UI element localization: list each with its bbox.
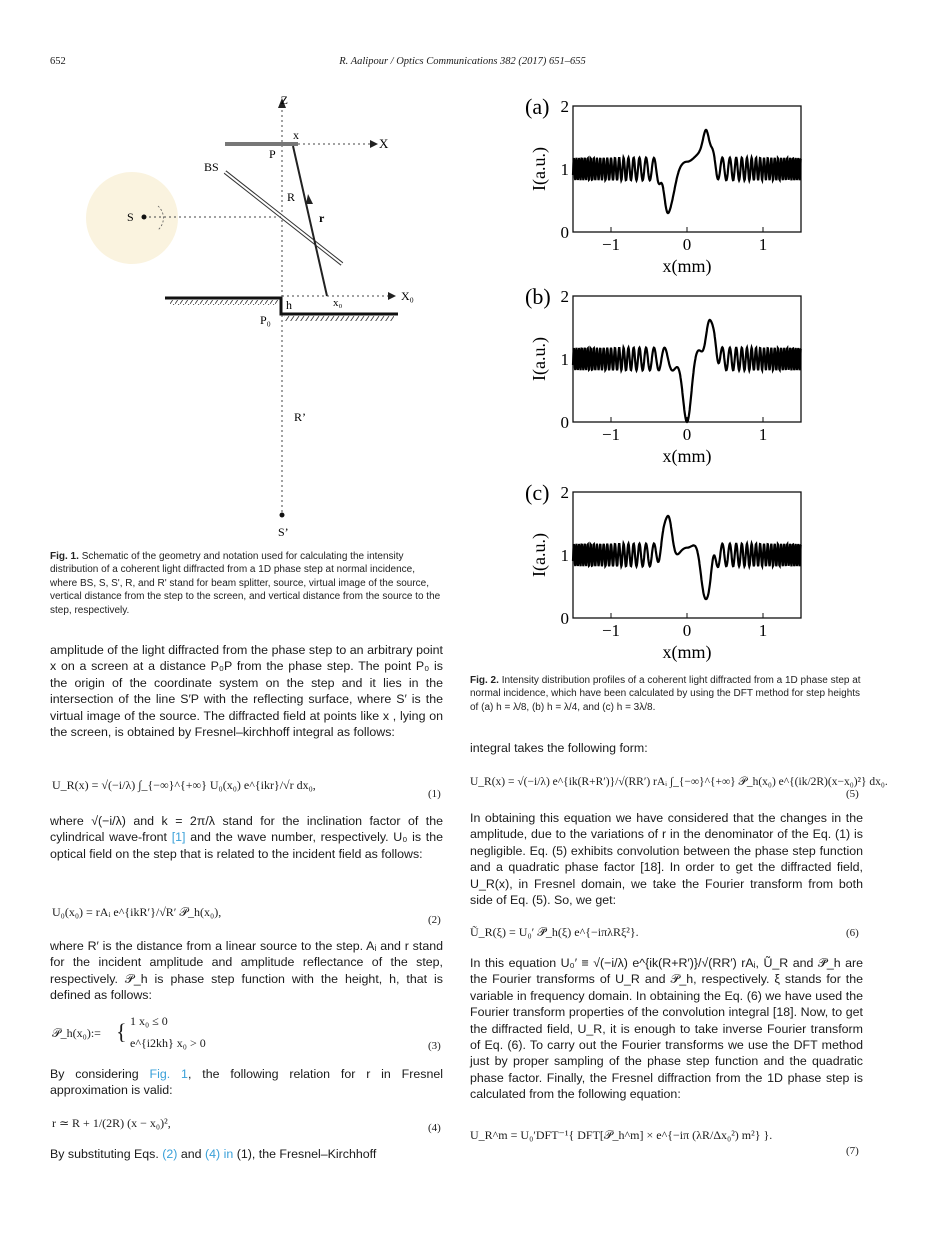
fig2-caption (470, 674, 863, 714)
y-axis-label: I(a.u.) (529, 337, 549, 381)
y-tick-label: 1 (560, 546, 569, 565)
ref-1-link[interactable]: [1] (171, 830, 186, 845)
equation-6: Ũ_R(ξ) = U₀′ 𝒫̃_h(ξ) e^{−iπλRξ²}. (470, 925, 639, 939)
x-axis-label: x(mm) (662, 642, 712, 662)
left-para-4 (50, 1066, 443, 1099)
left-para-1: amplitude of the light diffracted from the phase step to an arbitrary point x on a screen at a distance P₀P from the phase step. The point P₀ is the origin of the coordinate system on the step and it lies in the intersection of the line S′P with the reflecting surface, where S′ is the virtual image of the source. The diffracted field at points like x , lying on the screen, is obtained by Fresnel–kirchhoff integral as follows: (50, 643, 443, 740)
label-bs: BS (204, 160, 219, 174)
label-r-vec: r (319, 211, 325, 225)
label-s-prime: S’ (278, 525, 289, 539)
right-para-2: In obtaining this equation we have considered that the changes in the amplitude, due to the variations of r in the denominator of the Eq. (1) is negligible. Eq. (5) exhibits convolution between the phase step function and a quadratic phase factor [18]. In order to get the diffracted field, U_R(x), in Fresnel domain, we take the Fourier transform from both side of Eq. (5). So, we get: (470, 811, 863, 908)
x-tick-label: 0 (682, 235, 692, 254)
equation-5-number: (5) (846, 788, 859, 800)
y-tick-label: 2 (560, 483, 569, 502)
intensity-series-line (573, 320, 801, 422)
equation-7: U_R^m = U₀′DFT⁻¹{ DFT[𝒫_h^m] × e^{−iπ (λR/Δx₀²) m²} }. (470, 1128, 773, 1142)
x-tick-label: −1 (601, 621, 621, 640)
panel-label: (b) (525, 284, 551, 309)
y-tick-label: 2 (560, 97, 569, 116)
fig1-caption (50, 550, 443, 617)
equation-3-brace: { (116, 1019, 127, 1044)
right-para-3: In this equation U₀′ ≡ √(−i/λ) e^{ik(R+R′)}/√(RR′) rAᵢ, Ũ_R and 𝒫̃_h are the Fourier transforms of U_R and 𝒫_h, respectively. ξ stands for the variable in frequency domain. In obtaining the Eq. (6) we have used the Fourier transform properties of the convolution integral [18]. Now, to get the diffracted field, U_R, it is enough to take inverse Fourier transform of Eq. (6). To carry out the Fourier transforms we use the DFT method just by proper sampling of the phase step function and the quadratic phase factor. Finally, the Fresnel diffraction from the 1D phase step is calculated from the following equation: (470, 956, 863, 1102)
label-x-point: x (293, 128, 299, 142)
equation-2-number: (2) (428, 914, 441, 926)
intensity-series-line (573, 130, 801, 213)
left-para-2 (50, 813, 443, 862)
fig2-caption-text: Intensity distribution profiles of a coherent light diffracted from a 1D phase step at normal incidence, which have been calculated by using the DFT method for step heights of (a) h = λ/8, (b) h = λ/4, and (c) h = 3λ/8. (470, 675, 861, 713)
left-para-5b: and (180, 1147, 202, 1161)
figure-1-diagram (70, 88, 440, 548)
page-number: 652 (50, 56, 66, 67)
equation-4-number: (4) (428, 1122, 441, 1134)
equation-1: U_R(x) = √(−i/λ) ∫_{−∞}^{+∞} U₀(x₀) e^{ikr}/√r dx₀, (52, 778, 316, 792)
y-tick-label: 2 (560, 287, 569, 306)
eq-2-link[interactable]: (2) (162, 1147, 178, 1161)
y-tick-label: 0 (560, 609, 569, 628)
label-x-axis: X (379, 136, 389, 151)
left-para-5a: By substituting Eqs. (50, 1147, 159, 1161)
label-s: S (127, 210, 134, 224)
equation-2: U₀(x₀) = rAᵢ e^{ikR′}/√R′ 𝒫_h(x₀), (52, 905, 222, 919)
equation-4: r ≃ R + 1/(2R) (x − x₀)², (52, 1116, 171, 1130)
left-para-2a: where √(−i/λ) and k = 2π/λ stand for the inclination factor of the cylindrical wave-front (50, 814, 443, 845)
chart-panel-a (520, 88, 815, 280)
x-axis-label: x(mm) (662, 446, 712, 466)
label-z: Z (280, 93, 288, 107)
label-r-prime: R’ (294, 410, 306, 424)
source-point (142, 215, 147, 220)
equation-1-number: (1) (428, 788, 441, 800)
panel-label: (c) (525, 480, 550, 505)
equation-6-number: (6) (846, 927, 859, 939)
y-tick-label: 1 (560, 350, 569, 369)
x-axis-label: x(mm) (662, 256, 712, 276)
right-para-1: integral takes the following form: (470, 741, 648, 755)
left-para-2b: and the wave number, respectively. U₀ is the optical field on the step that is related to the incident field as follows: (50, 830, 443, 861)
x-tick-label: −1 (601, 235, 621, 254)
intensity-series-line (573, 516, 801, 599)
r-arrowhead (306, 194, 313, 204)
label-x0-point: x₀ (333, 297, 343, 309)
fig-1-link[interactable]: Fig. 1 (149, 1067, 188, 1081)
x0-arrow (388, 292, 396, 300)
fig2-caption-label: Fig. 2. (470, 675, 499, 686)
left-para-3: where R′ is the distance from a linear source to the step. Aᵢ and r stand for the incident amplitude and amplitude reflectance of the step, respectively. 𝒫_h is phase step function with the height, h, that is defined as follows: (50, 939, 443, 1003)
panel-label: (a) (525, 94, 550, 119)
x-arrow (370, 140, 378, 148)
x-tick-label: 0 (682, 425, 692, 444)
left-para-5c: (1), the Fresnel–Kirchhoff (236, 1147, 377, 1161)
eq-4-link[interactable]: (4) in (205, 1147, 234, 1161)
image-source-point (280, 513, 285, 518)
label-h: h (286, 298, 292, 312)
label-p: P (269, 147, 276, 161)
equation-3-case-2: e^{i2kh} x₀ > 0 (130, 1036, 206, 1050)
fig1-caption-label: Fig. 1. (50, 551, 79, 562)
y-tick-label: 0 (560, 413, 569, 432)
y-tick-label: 1 (560, 160, 569, 179)
equation-5: U_R(x) = √(−i/λ) e^{ik(R+R′)}/√(RR′) rAᵢ ∫_{−∞}^{+∞} 𝒫_h(x₀) e^{(ik/2R)(x−x₀)²} dx₀. (470, 776, 888, 788)
left-para-4b: , the following relation for r in Fresnel approximation is valid: (50, 1067, 443, 1098)
x-tick-label: 1 (758, 425, 768, 444)
equation-7-number: (7) (846, 1145, 859, 1157)
running-header: R. Aalipour / Optics Communications 382 (2017) 651–655 (339, 56, 586, 67)
equation-3-lhs: 𝒫_h(x₀):= (52, 1026, 101, 1040)
y-tick-label: 0 (560, 223, 569, 242)
x-tick-label: −1 (601, 425, 621, 444)
left-para-5 (50, 1146, 443, 1162)
y-axis-label: I(a.u.) (529, 533, 549, 577)
left-para-4a: By considering (50, 1067, 139, 1081)
chart-panel-b (520, 278, 815, 470)
equation-3-case-1: 1 x₀ ≤ 0 (130, 1014, 168, 1028)
x-tick-label: 1 (758, 235, 768, 254)
x-tick-label: 0 (682, 621, 692, 640)
x-tick-label: 1 (758, 621, 768, 640)
label-p0: P₀ (260, 313, 271, 327)
label-x0-axis: X₀ (401, 289, 414, 303)
fig1-caption-text: Schematic of the geometry and notation used for calculating the intensity distribution of a coherent light diffracted from a 1D phase step at normal incidence, where BS, S, S', R, and R' stand for beam splitter, source, virtual image of the source, vertical distance from the step to the screen, and vertical distance from the source to the step, respectively. (50, 551, 441, 616)
chart-panel-c (520, 474, 815, 666)
equation-3-number: (3) (428, 1040, 441, 1052)
y-axis-label: I(a.u.) (529, 147, 549, 191)
label-r-big: R (287, 190, 296, 204)
